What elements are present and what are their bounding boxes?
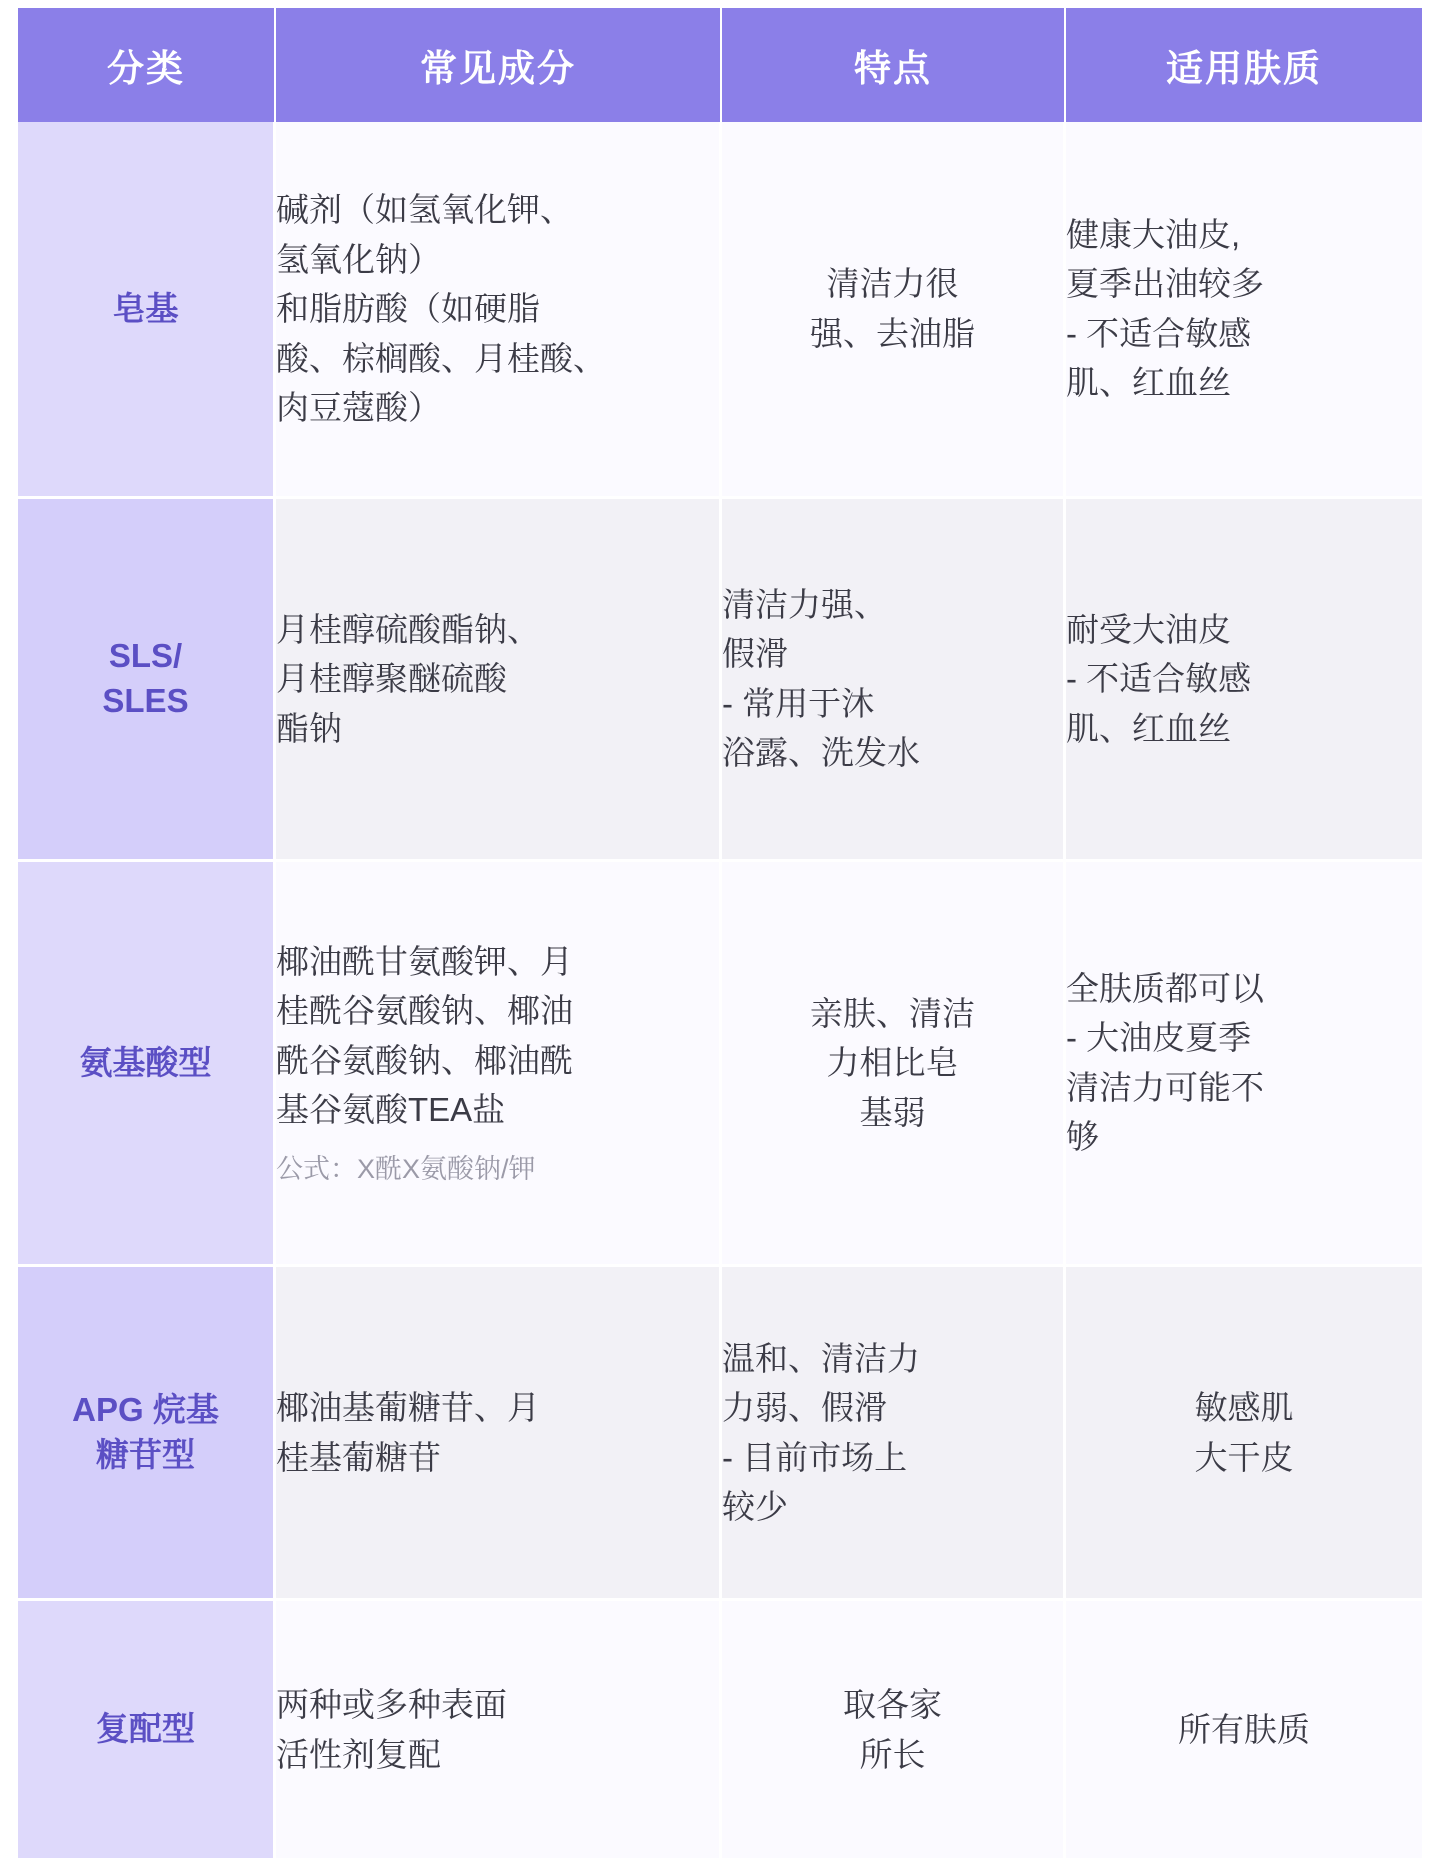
cell-features	[722, 862, 1066, 1267]
cell-skin-type	[1066, 1267, 1422, 1602]
skin-line: 夏季出油较多	[1066, 265, 1264, 303]
ingredient-line: 和脂肪酸（如硬脂	[276, 290, 540, 328]
cell-category: 氨基酸型	[18, 862, 276, 1267]
feature-line: 基弱	[859, 1093, 926, 1131]
cell-category: 复配型	[18, 1601, 276, 1861]
feature-line: 较少	[722, 1488, 788, 1526]
feature-line: - 常用于沐	[722, 684, 875, 722]
ingredient-line: 椰油酰甘氨酸钾、月	[276, 942, 573, 980]
ingredient-line: 两种或多种表面	[276, 1686, 507, 1724]
cell-ingredients	[276, 122, 722, 499]
feature-line: 力弱、假滑	[722, 1389, 887, 1427]
skin-line: 够	[1066, 1118, 1099, 1156]
table-body	[18, 122, 1422, 1861]
skin-line: 肌、红血丝	[1066, 364, 1231, 402]
category-line: APG 烷基	[72, 1391, 219, 1429]
ingredient-line: 活性剂复配	[276, 1735, 441, 1773]
cell-skin-type	[1066, 1601, 1422, 1861]
cell-ingredients	[276, 862, 722, 1267]
cell-skin-type	[1066, 499, 1422, 862]
feature-line: 假滑	[722, 635, 788, 673]
feature-line: 所长	[859, 1735, 926, 1773]
skin-line: - 大油皮夏季	[1066, 1019, 1252, 1057]
feature-line: 取各家	[843, 1686, 942, 1724]
skin-line: - 不适合敏感	[1066, 314, 1252, 352]
table-row	[18, 1267, 1422, 1602]
skin-line: 肌、红血丝	[1066, 709, 1231, 747]
ingredient-line: 碱剂（如氢氧化钾、	[276, 191, 573, 229]
ingredient-line: 桂酰谷氨酸钠、椰油	[276, 992, 573, 1030]
table-row	[18, 122, 1422, 499]
column-header-features: 特点	[722, 8, 1066, 122]
column-header-category: 分类	[18, 8, 276, 122]
cell-ingredients	[276, 1267, 722, 1602]
feature-line: 清洁力强、	[722, 585, 887, 623]
ingredient-line: 酯钠	[276, 709, 342, 747]
skin-line: 大干皮	[1194, 1438, 1294, 1476]
ingredient-line: 酰谷氨酸钠、椰油酰	[276, 1041, 573, 1079]
skin-line: 全肤质都可以	[1066, 969, 1264, 1007]
ingredient-line: 桂基葡糖苷	[276, 1438, 441, 1476]
feature-line: 力相比皂	[826, 1044, 959, 1082]
category-line: SLES	[102, 681, 189, 719]
feature-line: 清洁力很	[826, 265, 959, 303]
cell-features	[722, 1601, 1066, 1861]
cell-features	[722, 499, 1066, 862]
ingredient-line: 月桂醇硫酸酯钠、	[276, 610, 540, 648]
table-row	[18, 499, 1422, 862]
skin-line: 清洁力可能不	[1066, 1068, 1264, 1106]
feature-line: 亲肤、清洁	[810, 994, 975, 1032]
ingredient-line: 月桂醇聚醚硫酸	[276, 660, 507, 698]
cell-ingredients	[276, 1601, 722, 1861]
table-header	[18, 8, 1422, 122]
cell-features	[722, 122, 1066, 499]
cell-features	[722, 1267, 1066, 1602]
category-line: 糖苷型	[96, 1435, 195, 1473]
cell-category	[18, 499, 276, 862]
cell-ingredients	[276, 499, 722, 862]
column-header-skin-type: 适用肤质	[1066, 8, 1422, 122]
cleanser-types-table	[18, 8, 1422, 1861]
cell-skin-type	[1066, 862, 1422, 1267]
table-row	[18, 1601, 1422, 1861]
cell-skin-type	[1066, 122, 1422, 499]
table-header-row	[18, 8, 1422, 122]
feature-line: 温和、清洁力	[722, 1339, 920, 1377]
category-line: SLS/	[108, 637, 183, 675]
ingredient-line: 肉豆蔻酸）	[276, 389, 441, 427]
cell-category: 皂基	[18, 122, 276, 499]
skin-line: - 不适合敏感	[1066, 660, 1252, 698]
skin-line: 敏感肌	[1194, 1389, 1294, 1427]
cell-category	[18, 1267, 276, 1602]
skin-line: 所有肤质	[1178, 1710, 1310, 1748]
ingredient-line: 氢氧化钠）	[276, 240, 441, 278]
ingredient-line: 酸、棕榈酸、月桂酸、	[276, 339, 606, 377]
skin-line: 耐受大油皮	[1066, 610, 1231, 648]
table-row	[18, 862, 1422, 1267]
ingredient-line: 椰油基葡糖苷、月	[276, 1389, 540, 1427]
ingredient-formula-note: 公式：X酰X氨酸钠/钾	[276, 1153, 536, 1184]
feature-line: 强、去油脂	[810, 314, 975, 352]
feature-line: - 目前市场上	[722, 1438, 908, 1476]
column-header-ingredients: 常见成分	[276, 8, 722, 122]
feature-line: 浴露、洗发水	[722, 734, 920, 772]
skin-line: 健康大油皮,	[1066, 215, 1241, 253]
ingredient-line: 基谷氨酸TEA盐	[276, 1091, 506, 1129]
